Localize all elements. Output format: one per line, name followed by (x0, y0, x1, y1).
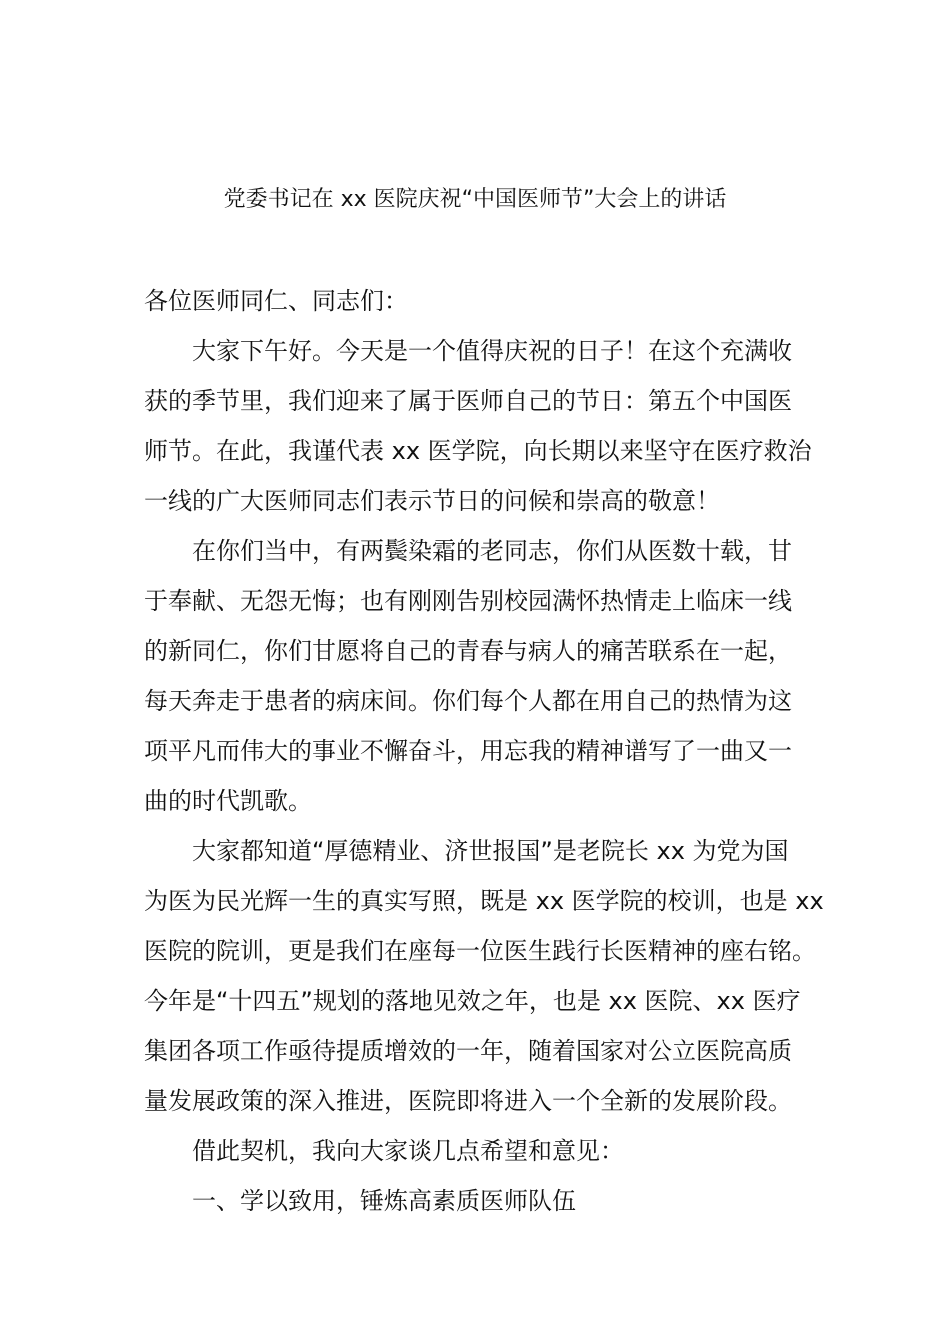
text-line: 为医为民光辉一生的真实写照，既是 xx 医学院的校训，也是 xx (144, 887, 824, 915)
text-line: 项平凡而伟大的事业不懈奋斗，用忘我的精神谱写了一曲又一 (144, 737, 792, 765)
text-line: 量发展政策的深入推进，医院即将进入一个全新的发展阶段。 (144, 1087, 792, 1115)
text-line: 大家都知道“厚德精业、济世报国”是老院长 xx 为党为国 (192, 837, 789, 865)
section-heading: 一、学以致用，锤炼高素质医师队伍 (192, 1187, 576, 1215)
text-line: 医院的院训，更是我们在座每一位医生践行长医精神的座右铭。 (144, 937, 816, 965)
text-line: 一线的广大医师同志们表示节日的问候和崇高的敬意！ (144, 487, 720, 515)
text-line: 每天奔走于患者的病床间。你们每个人都在用自己的热情为这 (144, 687, 792, 715)
text-line: 于奉献、无怨无悔；也有刚刚告别校园满怀热情走上临床一线 (144, 587, 792, 615)
text-line: 获的季节里，我们迎来了属于医师自己的节日：第五个中国医 (144, 387, 792, 415)
document-title: 党委书记在 xx 医院庆祝“中国医师节”大会上的讲话 (223, 187, 727, 212)
text-line: 借此契机，我向大家谈几点希望和意见： (192, 1137, 624, 1165)
text-line: 大家下午好。今天是一个值得庆祝的日子！在这个充满收 (192, 337, 792, 365)
text-line: 集团各项工作亟待提质增效的一年，随着国家对公立医院高质 (144, 1037, 792, 1065)
text-line: 曲的时代凯歌。 (144, 787, 312, 815)
document-body (144, 276, 824, 1226)
text-line: 各位医师同仁、同志们： (144, 287, 408, 315)
text-line: 在你们当中，有两鬓染霜的老同志，你们从医数十载，甘 (192, 537, 792, 565)
text-line: 师节。在此，我谨代表 xx 医学院，向长期以来坚守在医疗救治 (144, 437, 812, 465)
text-line: 今年是“十四五”规划的落地见效之年，也是 xx 医院、xx 医疗 (144, 987, 801, 1015)
text-line: 的新同仁，你们甘愿将自己的青春与病人的痛苦联系在一起， (144, 637, 792, 665)
